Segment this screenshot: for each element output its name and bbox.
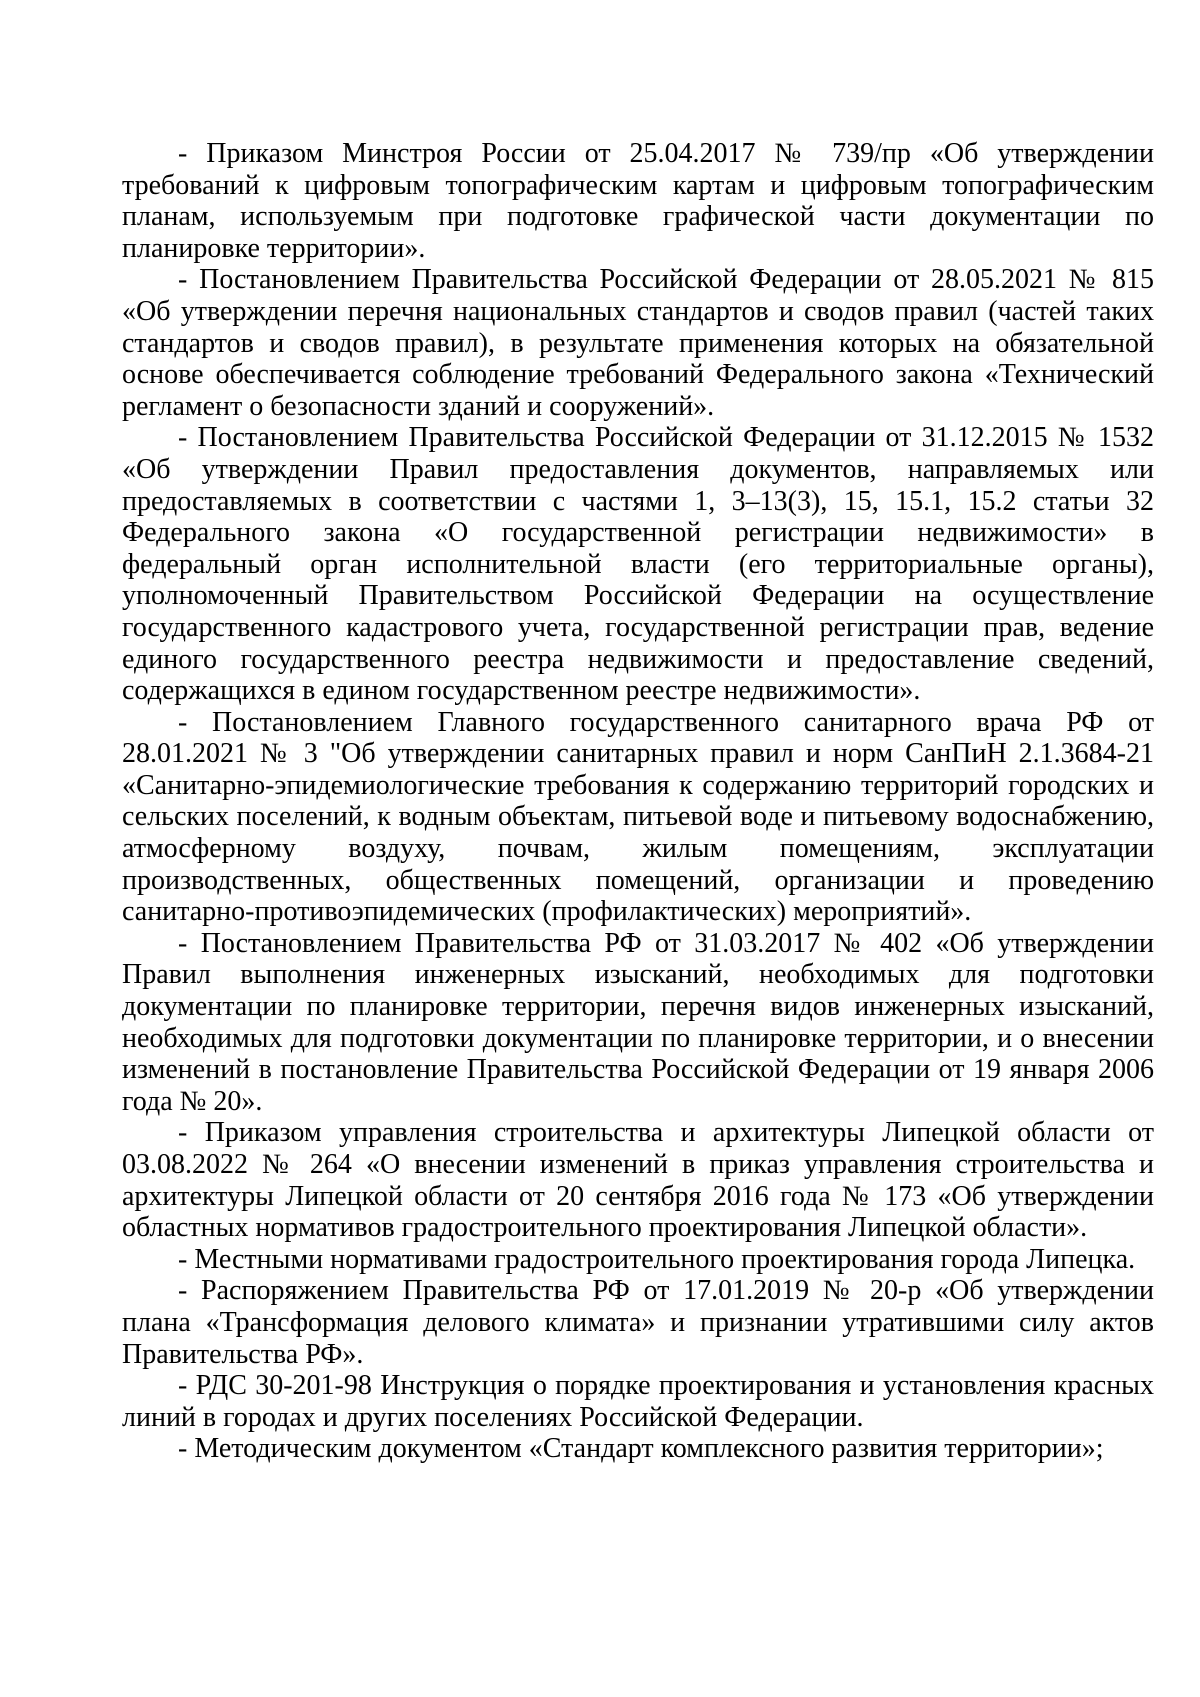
list-item: - Приказом Минстроя России от 25.04.2017 № 739/пр «Об утверждении требований к цифровым топографическим картам и цифровым топографическим планам, используемым при подготовке графической части документации по планировке территории». [122,138,1154,264]
list-item: - Местными нормативами градостроительного проектирования города Липецка. [178,1243,1136,1275]
list-item: - Распоряжением Правительства РФ от 17.01.2019 № 20-р «Об утверждении плана «Трансформация делового климата» и признании утратившими силу актов Правительства РФ». [122,1275,1154,1370]
list-item: - Постановлением Правительства РФ от 31.03.2017 № 402 «Об утверждении Правил выполнения инженерных изысканий, необходимых для подготовки документации по планировке территории, перечня видов инженерных изысканий, необходимых для подготовки документации по планировке территории, и о внесении изменений в постановление Правительства Российской Федерации от 19 января 2006 года № 20». [122,927,1154,1117]
list-item: - Приказом управления строительства и архитектуры Липецкой области от 03.08.2022 № 264 «О внесении изменений в приказ управления строительства и архитектуры Липецкой области от 20 сентября 2016 года № 173 «Об утверждении областных нормативов градостроительного проектирования Липецкой области». [122,1117,1154,1244]
list-item: - Постановлением Правительства Российской Федерации от 28.05.2021 № 815 «Об утверждении перечня национальных стандартов и сводов правил (частей таких стандартов и сводов правил), в результате применения которых на обязательной основе обеспечивается соблюдение требований Федерального закона «Технический регламент о безопасности зданий и сооружений». [122,264,1154,422]
list-item: - Постановлением Главного государственного санитарного врача РФ от 28.01.2021 № 3 "Об утверждении санитарных правил и норм СанПиН 2.1.3684-21 «Санитарно-эпидемиологические требования к содержанию территорий городских и сельских поселений, к водным объектам, питьевой воде и питьевому водоснабжению, атмосферному воздуху, почвам, жилым помещениям, эксплуатации производственных, общественных помещений, организации и проведению санитарно-противоэпидемических (профилактических) мероприятий». [122,706,1154,928]
list-item: - Постановлением Правительства Российской Федерации от 31.12.2015 № 1532 «Об утверждении Правил предоставления документов, направляемых или предоставляемых в соответствии с частями 1, 3–13(3), 15, 15.1, 15.2 статьи 32 Федерального закона «О государственной регистрации недвижимости» в федеральный орган исполнительной власти (его территориальные органы), уполномоченный Правительством Российской Федерации на осуществление государственного кадастрового учета, государственной регистрации прав, ведение единого государственного реестра недвижимости и предоставление сведений, содержащихся в едином государственном реестре недвижимости». [122,422,1154,707]
document-body [122,138,1154,1465]
list-item: - Методическим документом «Стандарт комплексного развития территории»; [178,1433,1104,1465]
list-item: - РДС 30-201-98 Инструкция о порядке проектирования и установления красных линий в городах и других поселениях Российской Федерации. [122,1370,1154,1433]
